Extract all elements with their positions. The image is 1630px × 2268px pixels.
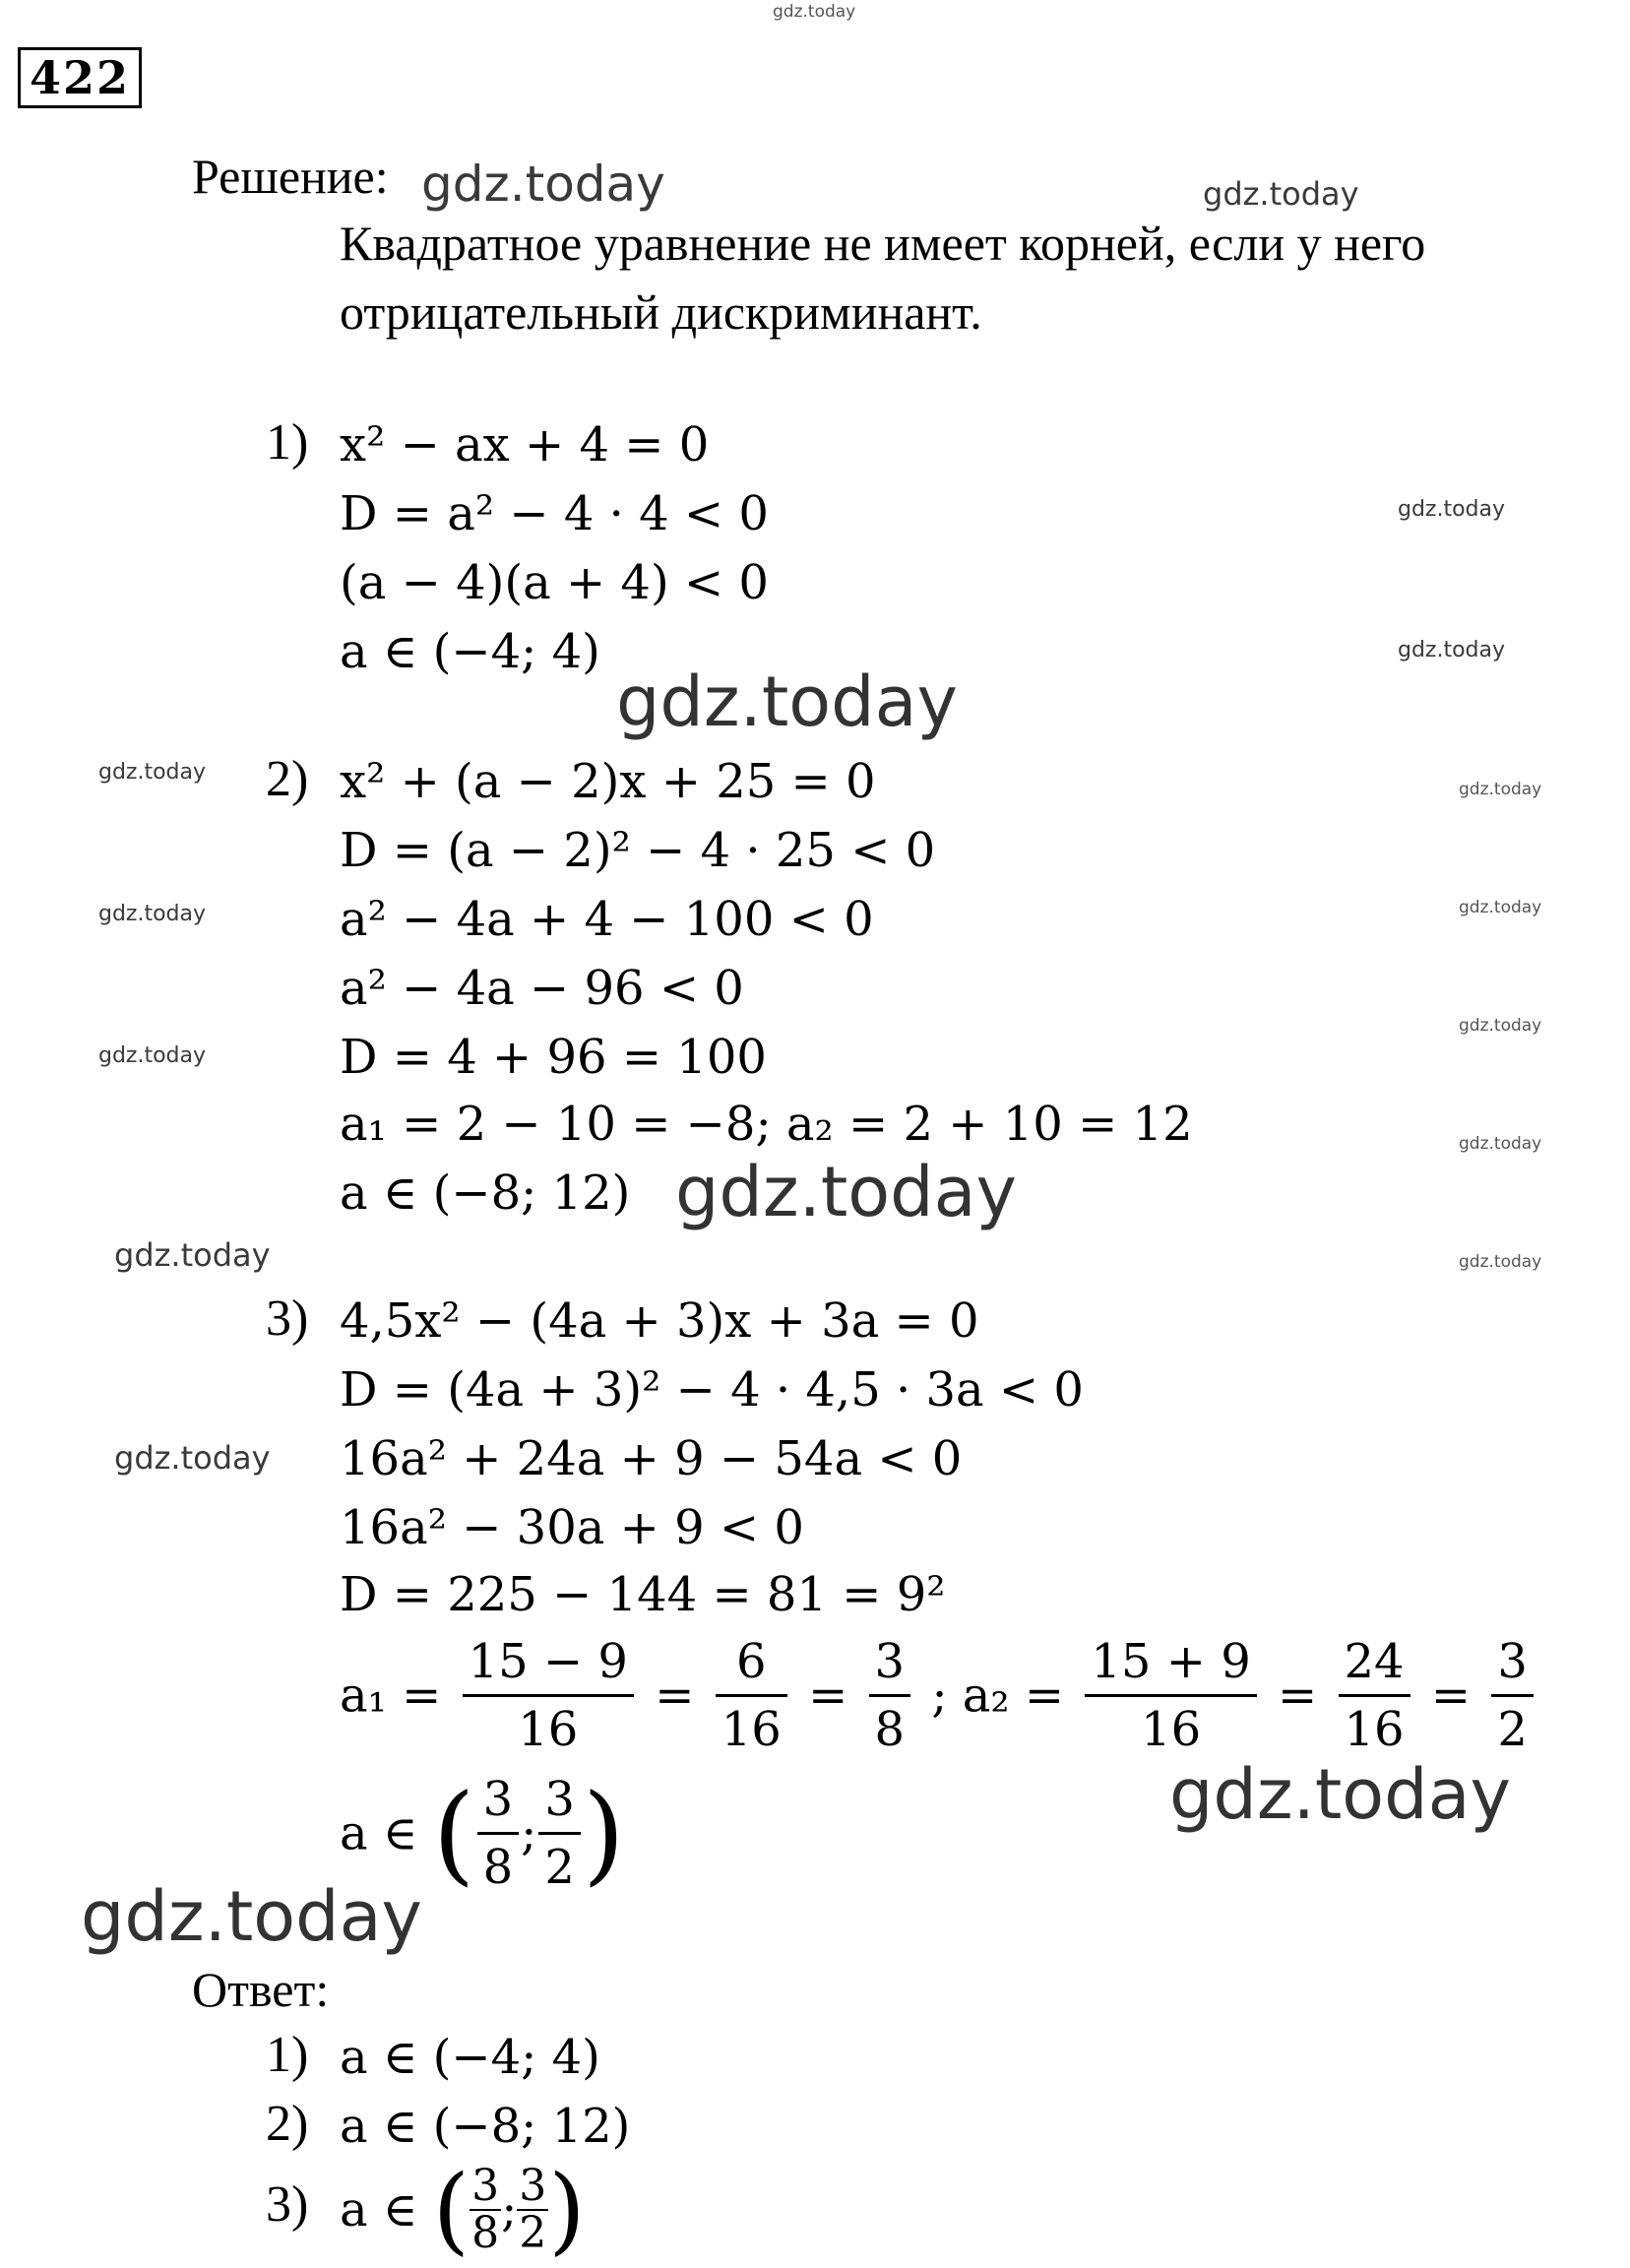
watermark: gdz.today	[1459, 1134, 1542, 1154]
fraction-1: $\frac{15 - 9}{16}$	[463, 1629, 634, 1762]
answer-1: a ∈ (−4; 4)	[340, 2030, 600, 2085]
answer-2: a ∈ (−8; 12)	[340, 2099, 631, 2154]
fraction-6: $\frac{3}{2}$	[1491, 1629, 1534, 1762]
watermark: gdz.today	[98, 1043, 207, 1068]
part-3-roots-line: a₁ = $\frac{15 - 9}{16}$ = $\frac{6}{16}$ = $\frac{3}{8}$ ; a₂ = $\frac{15 + 9}{16}$ = $\frac{24}{16}$ = $\frac{3}{2}$	[340, 1629, 1539, 1762]
watermark: gdz.today	[1203, 175, 1359, 213]
part-2-line-5: D = 4 + 96 = 100	[340, 1030, 767, 1085]
solution-label: Решение:	[192, 149, 389, 204]
part-1-line-3: (a − 4)(a + 4) < 0	[340, 555, 769, 610]
watermark: gdz.today	[98, 902, 207, 926]
part-3-line-2: D = (4a + 3)² − 4 · 4,5 · 3a < 0	[340, 1362, 1084, 1418]
watermark: gdz.today	[1169, 1754, 1511, 1835]
answer-3-number: 3)	[266, 2176, 309, 2233]
watermark: gdz.today	[1459, 780, 1542, 799]
part-2-line-3: a² − 4a + 4 − 100 < 0	[340, 892, 874, 947]
part-2-line-7: a ∈ (−8; 12)	[340, 1166, 631, 1221]
fraction-3: $\frac{3}{8}$	[869, 1629, 911, 1762]
watermark: gdz.today	[1398, 638, 1506, 662]
answer-3: a ∈ ( $\frac{3}{8}$ ; $\frac{3}{2}$ )	[340, 2155, 586, 2265]
problem-number-box	[18, 47, 142, 108]
part-2-line-1: x² + (a − 2)x + 25 = 0	[340, 754, 876, 809]
part-3-result: a ∈ ( $\frac{3}{8}$ ; $\frac{3}{2}$ )	[340, 1770, 625, 1897]
part-3-line-1: 4,5x² − (4a + 3)x + 3a = 0	[340, 1293, 979, 1349]
a1-label: a₁ =	[340, 1668, 442, 1724]
part-1-number: 1)	[266, 414, 309, 471]
part-2-line-6: a₁ = 2 − 10 = −8; a₂ = 2 + 10 = 12	[340, 1097, 1193, 1152]
part-3-line-4: 16a² − 30a + 9 < 0	[340, 1500, 804, 1555]
watermark: gdz.today	[1398, 497, 1506, 522]
watermark: gdz.today	[421, 156, 665, 213]
fraction-4: $\frac{15 + 9}{16}$	[1085, 1629, 1256, 1762]
part-1-line-2: D = a² − 4 · 4 < 0	[340, 486, 769, 541]
watermark: gdz.today	[81, 1876, 422, 1957]
part-2-line-2: D = (a − 2)² − 4 · 25 < 0	[340, 823, 936, 878]
a2-label: ; a₂ =	[931, 1668, 1065, 1724]
part-3-line-3: 16a² + 24a + 9 − 54a < 0	[340, 1431, 963, 1486]
watermark: gdz.today	[1459, 1252, 1542, 1272]
fraction-2: $\frac{6}{16}$	[716, 1629, 787, 1762]
answer-label: Ответ:	[192, 1962, 330, 2017]
fraction-5: $\frac{24}{16}$	[1339, 1629, 1411, 1762]
answer-2-number: 2)	[266, 2096, 309, 2152]
intro-line-1: Квадратное уравнение не имеет корней, если у него	[340, 216, 1426, 271]
watermark: gdz.today	[1459, 1016, 1542, 1036]
answer-1-number: 1)	[266, 2027, 309, 2083]
watermark: gdz.today	[616, 662, 958, 742]
watermark: gdz.today	[114, 1236, 271, 1274]
watermark: gdz.today	[1459, 898, 1542, 917]
part-1-line-1: x² − ax + 4 = 0	[340, 417, 710, 472]
intro-line-2: отрицательный дискриминант.	[340, 284, 982, 340]
watermark: gdz.today	[98, 760, 207, 785]
watermark: gdz.today	[675, 1152, 1017, 1232]
watermark: gdz.today	[114, 1439, 271, 1477]
part-3-number: 3)	[266, 1291, 309, 1347]
problem-number: 422	[29, 51, 131, 104]
part-2-number: 2)	[266, 751, 309, 807]
part-3-line-5: D = 225 − 144 = 81 = 9²	[340, 1567, 946, 1622]
part-1-line-4: a ∈ (−4; 4)	[340, 624, 600, 679]
watermark: gdz.today	[773, 2, 856, 22]
part-2-line-4: a² − 4a − 96 < 0	[340, 961, 744, 1016]
